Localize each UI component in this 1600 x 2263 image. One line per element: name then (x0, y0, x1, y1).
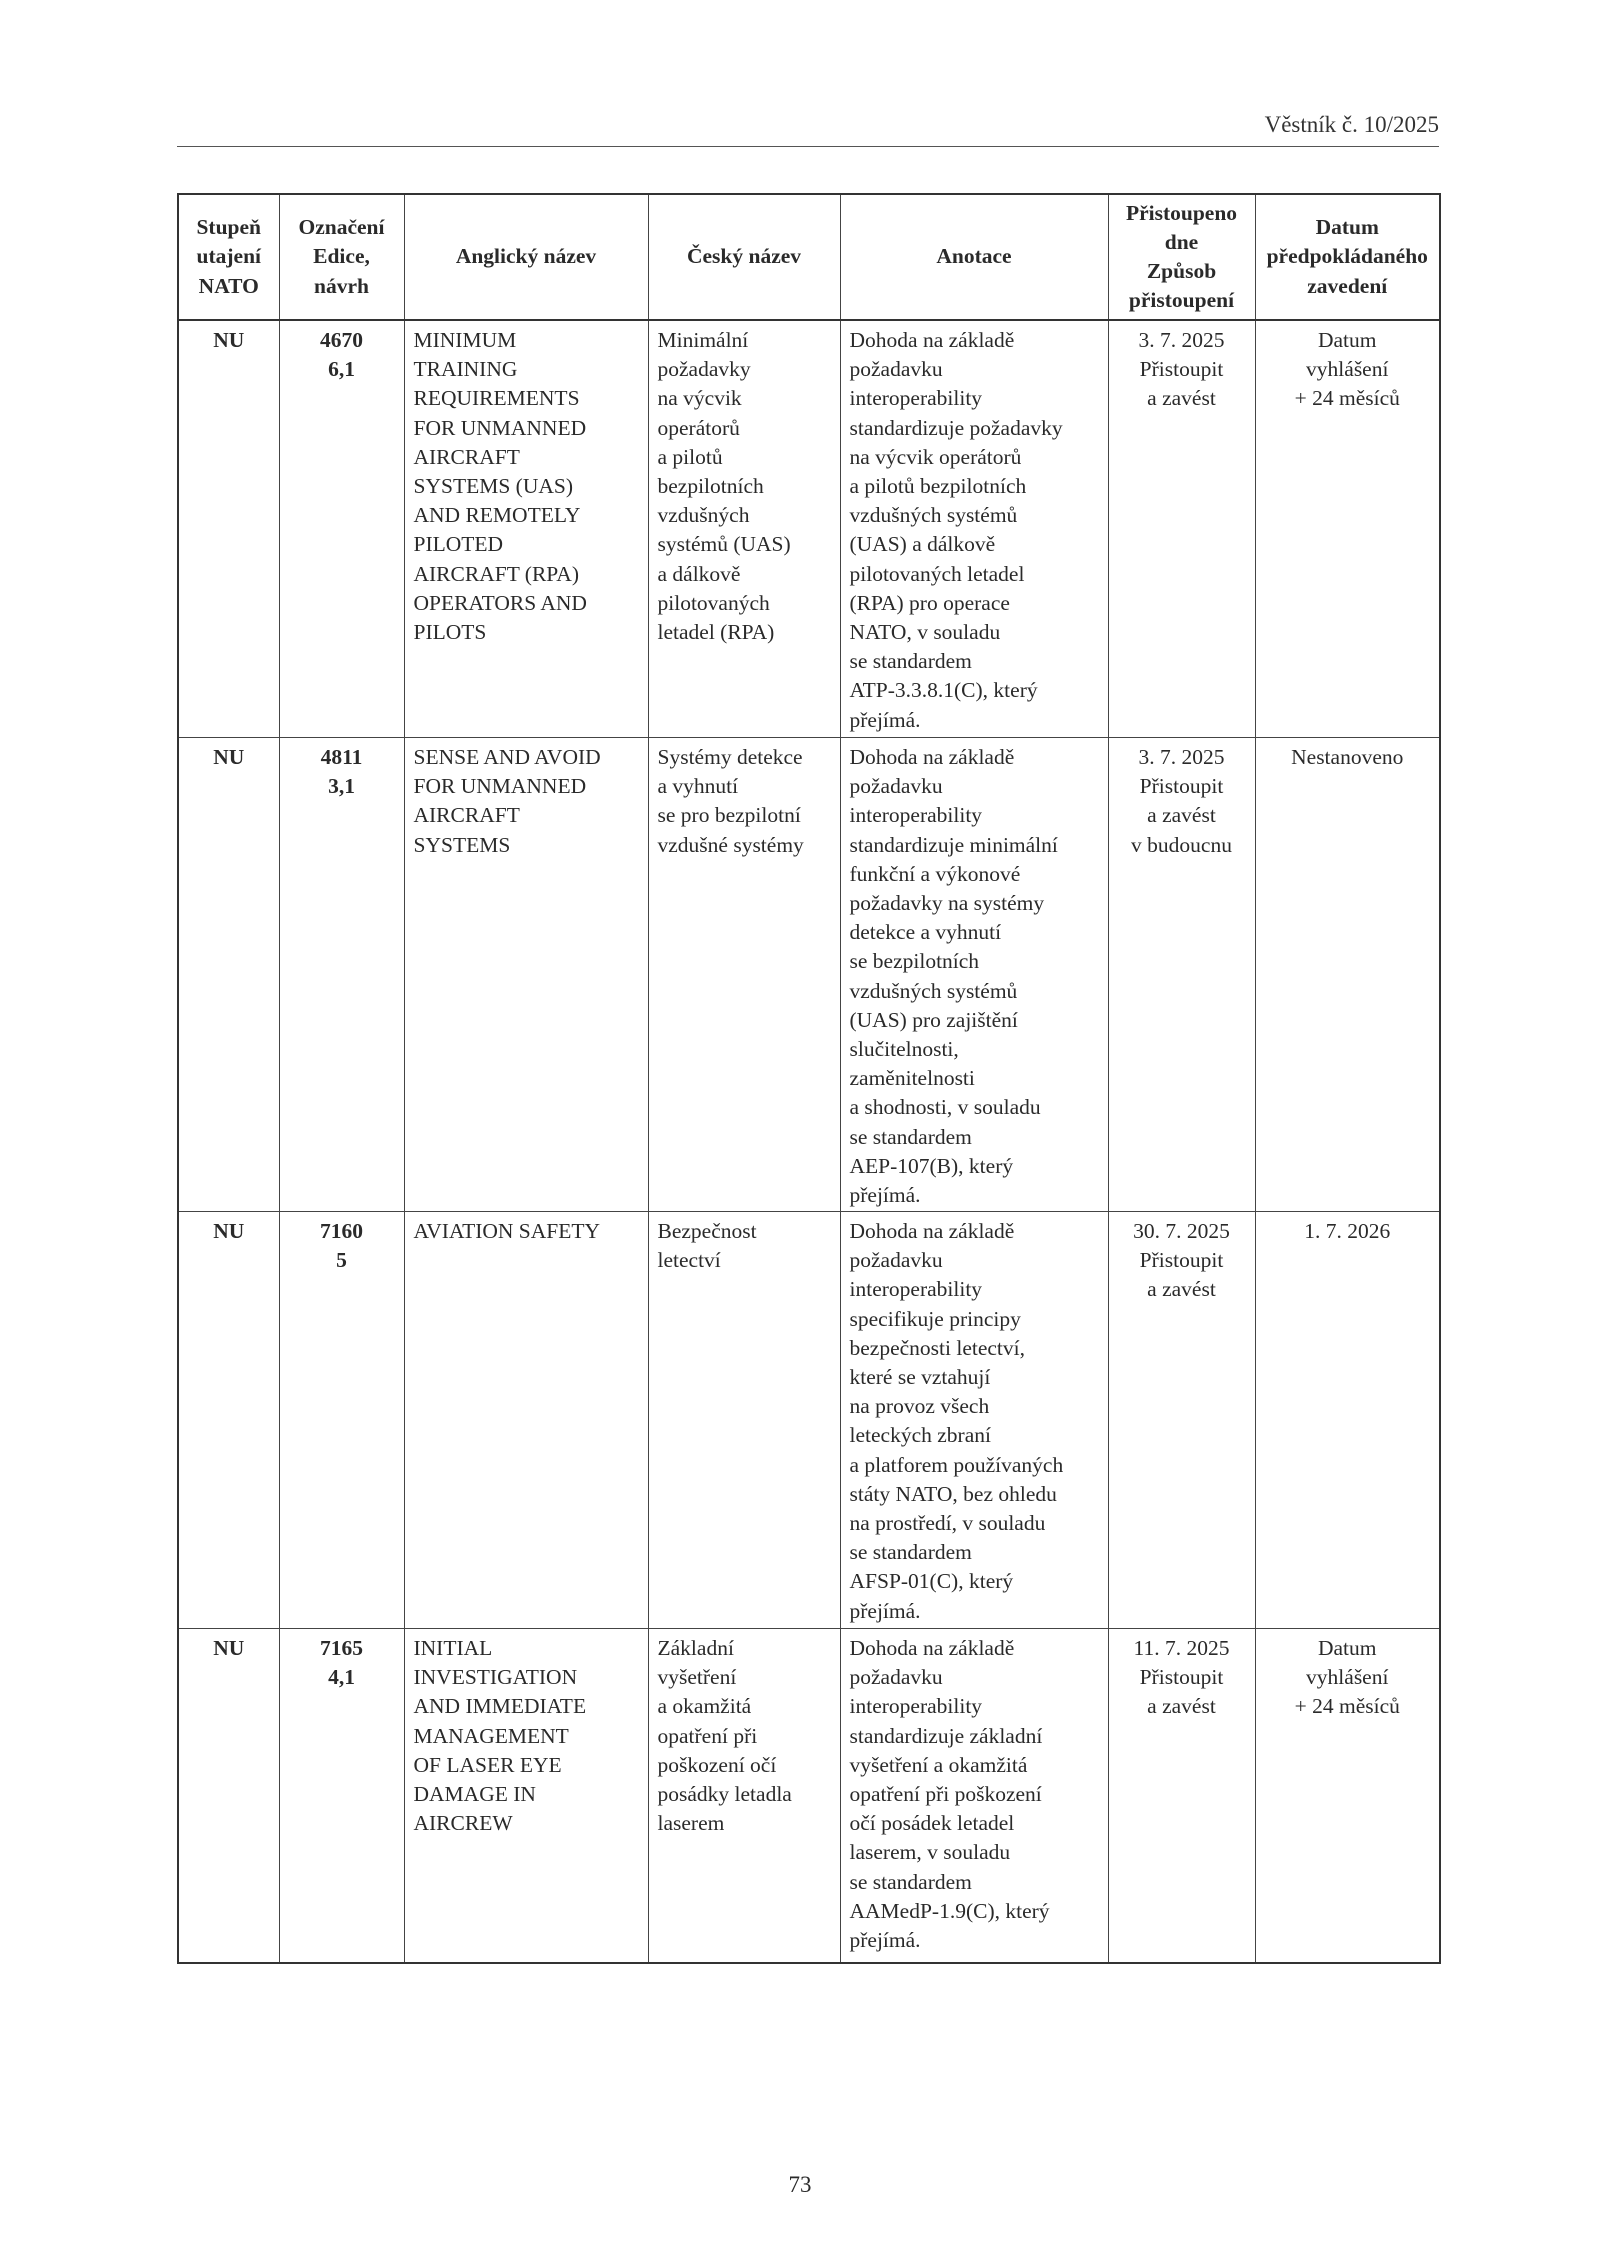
cell-czech: Základní vyšetření a okamžitá opatření při poškození očí posádky letadla laserem (648, 1629, 840, 1964)
col-header-level: Stupeň utajení NATO (178, 194, 279, 320)
cell-annotation: Dohoda na základě požadavku interoperability standardizuje minimální funkční a výkonové požadavky na systémy detekce a vyhnutí se bezpilotních vzdušných systémů (UAS) pro zajištění slučitelnosti, zaměnitelnosti a shodnosti, v souladu se standardem AEP-107(B), který přejímá. (840, 738, 1108, 1212)
col-header-english: Anglický název (404, 194, 648, 320)
cell-designation: 4670 6,1 (279, 320, 404, 738)
table-header-row (178, 194, 1440, 320)
cell-implementation: Datum vyhlášení + 24 měsíců (1255, 320, 1440, 738)
cell-english: AVIATION SAFETY (404, 1212, 648, 1629)
cell-czech: Minimální požadavky na výcvik operátorů a pilotů bezpilotních vzdušných systémů (UAS) a dálkově pilotovaných letadel (RPA) (648, 320, 840, 738)
stanag-table (177, 193, 1441, 1964)
cell-english: INITIAL INVESTIGATION AND IMMEDIATE MANAGEMENT OF LASER EYE DAMAGE IN AIRCREW (404, 1629, 648, 1964)
cell-accession: 3. 7. 2025 Přistoupit a zavést v budoucnu (1108, 738, 1255, 1212)
cell-english: SENSE AND AVOID FOR UNMANNED AIRCRAFT SYSTEMS (404, 738, 648, 1212)
table-row (178, 738, 1440, 1212)
col-header-implementation: Datum předpokládaného zavedení (1255, 194, 1440, 320)
cell-designation: 7160 5 (279, 1212, 404, 1629)
cell-annotation: Dohoda na základě požadavku interoperability specifikuje principy bezpečnosti letectví, které se vztahují na provoz všech leteckých zbraní a platforem používaných státy NATO, bez ohledu na prostředí, v souladu se standardem AFSP-01(C), který přejímá. (840, 1212, 1108, 1629)
cell-czech: Bezpečnost letectví (648, 1212, 840, 1629)
cell-level: NU (178, 320, 279, 738)
table-row (178, 1212, 1440, 1629)
cell-english: MINIMUM TRAINING REQUIREMENTS FOR UNMANNED AIRCRAFT SYSTEMS (UAS) AND REMOTELY PILOTED AIRCRAFT (RPA) OPERATORS AND PILOTS (404, 320, 648, 738)
cell-implementation: Datum vyhlášení + 24 měsíců (1255, 1629, 1440, 1964)
col-header-czech: Český název (648, 194, 840, 320)
cell-annotation: Dohoda na základě požadavku interoperability standardizuje základní vyšetření a okamžitá opatření při poškození očí posádek letadel laserem, v souladu se standardem AAMedP-1.9(C), který přejímá. (840, 1629, 1108, 1964)
running-title: Věstník č. 10/2025 (1264, 112, 1439, 137)
col-header-accession: Přistoupeno dne Způsob přistoupení (1108, 194, 1255, 320)
cell-designation: 7165 4,1 (279, 1629, 404, 1964)
cell-designation: 4811 3,1 (279, 738, 404, 1212)
cell-level: NU (178, 1212, 279, 1629)
cell-level: NU (178, 738, 279, 1212)
table-row (178, 320, 1440, 738)
col-header-annotation: Anotace (840, 194, 1108, 320)
cell-czech: Systémy detekce a vyhnutí se pro bezpilotní vzdušné systémy (648, 738, 840, 1212)
cell-level: NU (178, 1629, 279, 1964)
header-rule (177, 146, 1439, 147)
cell-accession: 30. 7. 2025 Přistoupit a zavést (1108, 1212, 1255, 1629)
cell-accession: 3. 7. 2025 Přistoupit a zavést (1108, 320, 1255, 738)
cell-implementation: Nestanoveno (1255, 738, 1440, 1212)
cell-annotation: Dohoda na základě požadavku interoperability standardizuje požadavky na výcvik operátorů a pilotů bezpilotních vzdušných systémů (UAS) a dálkově pilotovaných letadel (RPA) pro operace NATO, v souladu se standardem ATP-3.3.8.1(C), který přejímá. (840, 320, 1108, 738)
cell-implementation: 1. 7. 2026 (1255, 1212, 1440, 1629)
col-header-designation: Označení Edice, návrh (279, 194, 404, 320)
cell-accession: 11. 7. 2025 Přistoupit a zavést (1108, 1629, 1255, 1964)
page-number: 73 (788, 2172, 812, 2197)
table-row (178, 1629, 1440, 1964)
